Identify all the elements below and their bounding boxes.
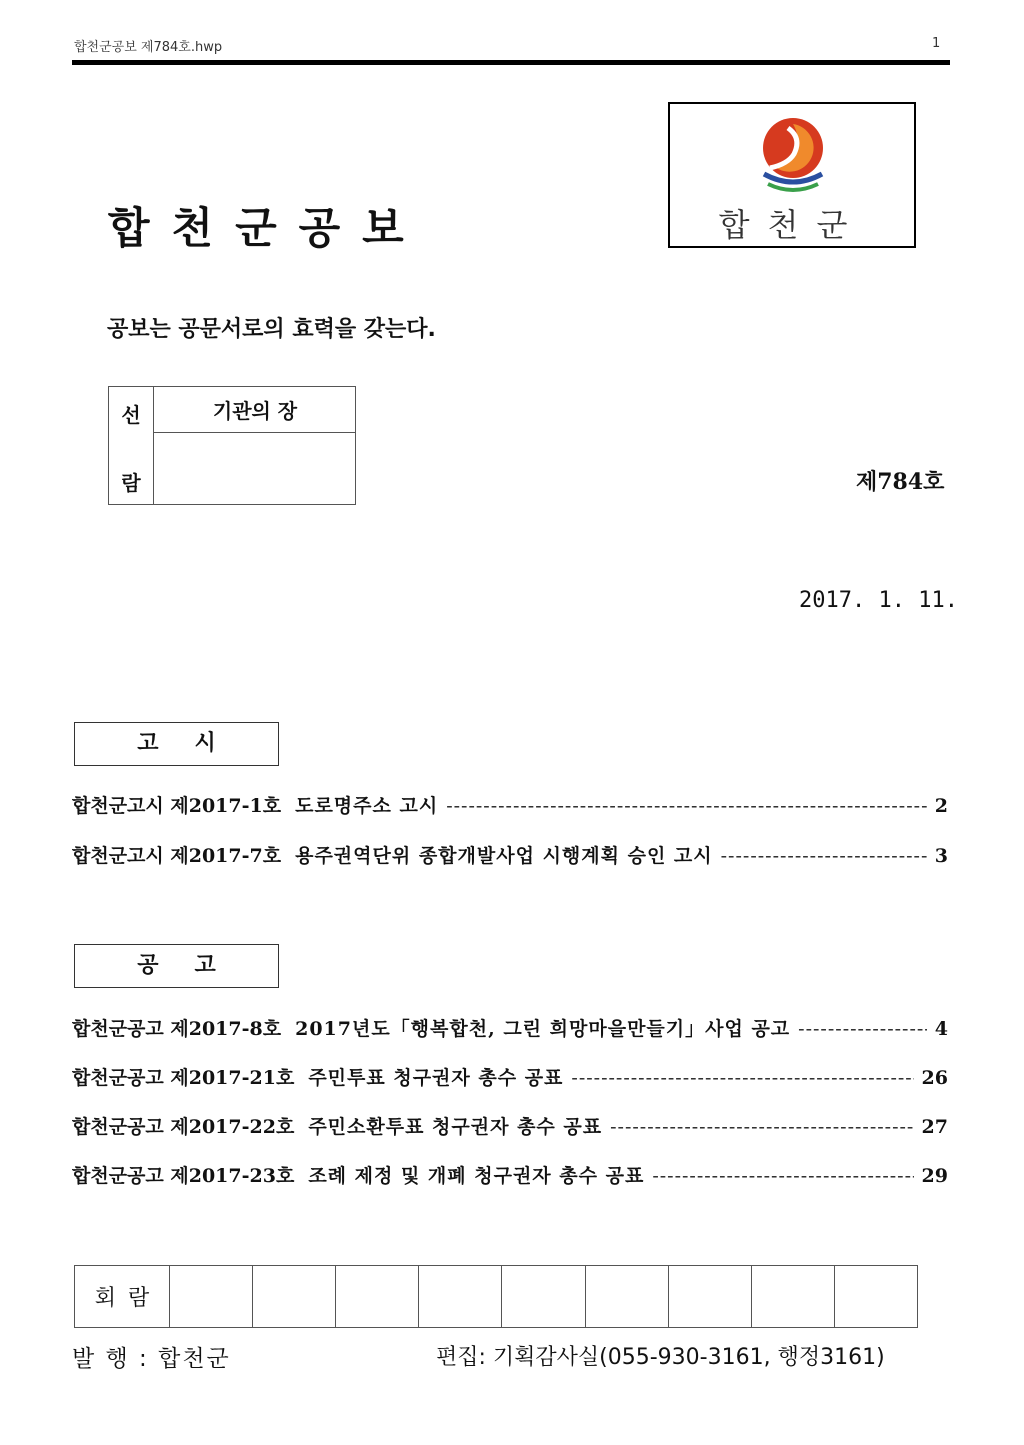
- toc-leader: [652, 1164, 913, 1188]
- review-grid: [74, 1265, 918, 1328]
- review-grid-cell: [585, 1266, 668, 1327]
- circulation-divider-horizontal: [153, 432, 356, 433]
- review-grid-cell: [418, 1266, 501, 1327]
- logo-box: [668, 102, 916, 248]
- toc-item[interactable]: [72, 844, 948, 868]
- toc-leader: [798, 1017, 927, 1041]
- toc-leader: [571, 1066, 913, 1090]
- toc-title: 2017년도「행복합천, 그린 희망마을만들기」사업 공고: [295, 1018, 791, 1040]
- issue-number: 제784호: [856, 469, 945, 495]
- toc-title: 주민소환투표 청구권자 총수 공표: [308, 1116, 603, 1138]
- circulation-side-bottom: 람: [121, 471, 141, 495]
- toc-item[interactable]: [72, 1115, 948, 1139]
- logo-text: 합천군: [718, 206, 866, 244]
- toc-leader: [721, 844, 927, 868]
- footer-publisher: 발 행 : 합천군: [72, 1346, 231, 1372]
- toc-ref: 합천군공고 제2017-23호: [72, 1165, 295, 1187]
- circulation-box: [108, 386, 356, 505]
- toc-leader: [446, 794, 927, 818]
- circulation-header: 기관의 장: [212, 399, 298, 423]
- toc-title: 조례 제정 및 개폐 청구권자 총수 공표: [308, 1165, 645, 1187]
- review-grid-cell: [668, 1266, 751, 1327]
- review-grid-label: 회람: [94, 1286, 162, 1311]
- toc-ref: 합천군고시 제2017-7호: [72, 845, 282, 867]
- toc-page: 3: [934, 845, 948, 867]
- header-rule: [72, 60, 950, 65]
- section-title-notice: 고시: [74, 722, 279, 766]
- footer-editor: 편집: 기획감사실(055-930-3161, 행정3161): [436, 1345, 885, 1370]
- toc-item[interactable]: [72, 1066, 948, 1090]
- toc-item[interactable]: [72, 794, 948, 818]
- circulation-side-top: 선: [121, 403, 141, 427]
- county-emblem-icon: [758, 114, 828, 196]
- toc-item[interactable]: [72, 1017, 948, 1041]
- toc-page: 4: [934, 1018, 948, 1040]
- toc-page: 27: [921, 1116, 948, 1138]
- header-filename: 합천군공보 제784호.hwp: [74, 40, 223, 55]
- toc-page: 26: [921, 1067, 948, 1089]
- toc-ref: 합천군공고 제2017-21호: [72, 1067, 295, 1089]
- toc-leader: [610, 1115, 913, 1139]
- header-page-number: 1: [932, 36, 941, 51]
- subtitle: 공보는 공문서로의 효력을 갖는다.: [107, 317, 436, 342]
- section-title-announcement: 공고: [74, 944, 279, 988]
- review-grid-cell: [169, 1266, 252, 1327]
- toc-ref: 합천군공고 제2017-22호: [72, 1116, 295, 1138]
- review-grid-cell: [335, 1266, 418, 1327]
- toc-title: 주민투표 청구권자 총수 공표: [308, 1067, 564, 1089]
- review-grid-cell: [501, 1266, 584, 1327]
- toc-item[interactable]: [72, 1164, 948, 1188]
- review-grid-cell: [751, 1266, 834, 1327]
- review-grid-cell: [834, 1266, 917, 1327]
- toc-title: 용주권역단위 종합개발사업 시행계획 승인 고시: [295, 845, 713, 867]
- toc-ref: 합천군공고 제2017-8호: [72, 1018, 282, 1040]
- issue-date: 2017. 1. 11.: [799, 588, 958, 613]
- toc-ref: 합천군고시 제2017-1호: [72, 795, 282, 817]
- page-title: 합천군공보: [108, 204, 426, 254]
- toc-title: 도로명주소 고시: [295, 795, 439, 817]
- review-grid-cell: [252, 1266, 335, 1327]
- toc-page: 2: [934, 795, 948, 817]
- toc-page: 29: [921, 1165, 948, 1187]
